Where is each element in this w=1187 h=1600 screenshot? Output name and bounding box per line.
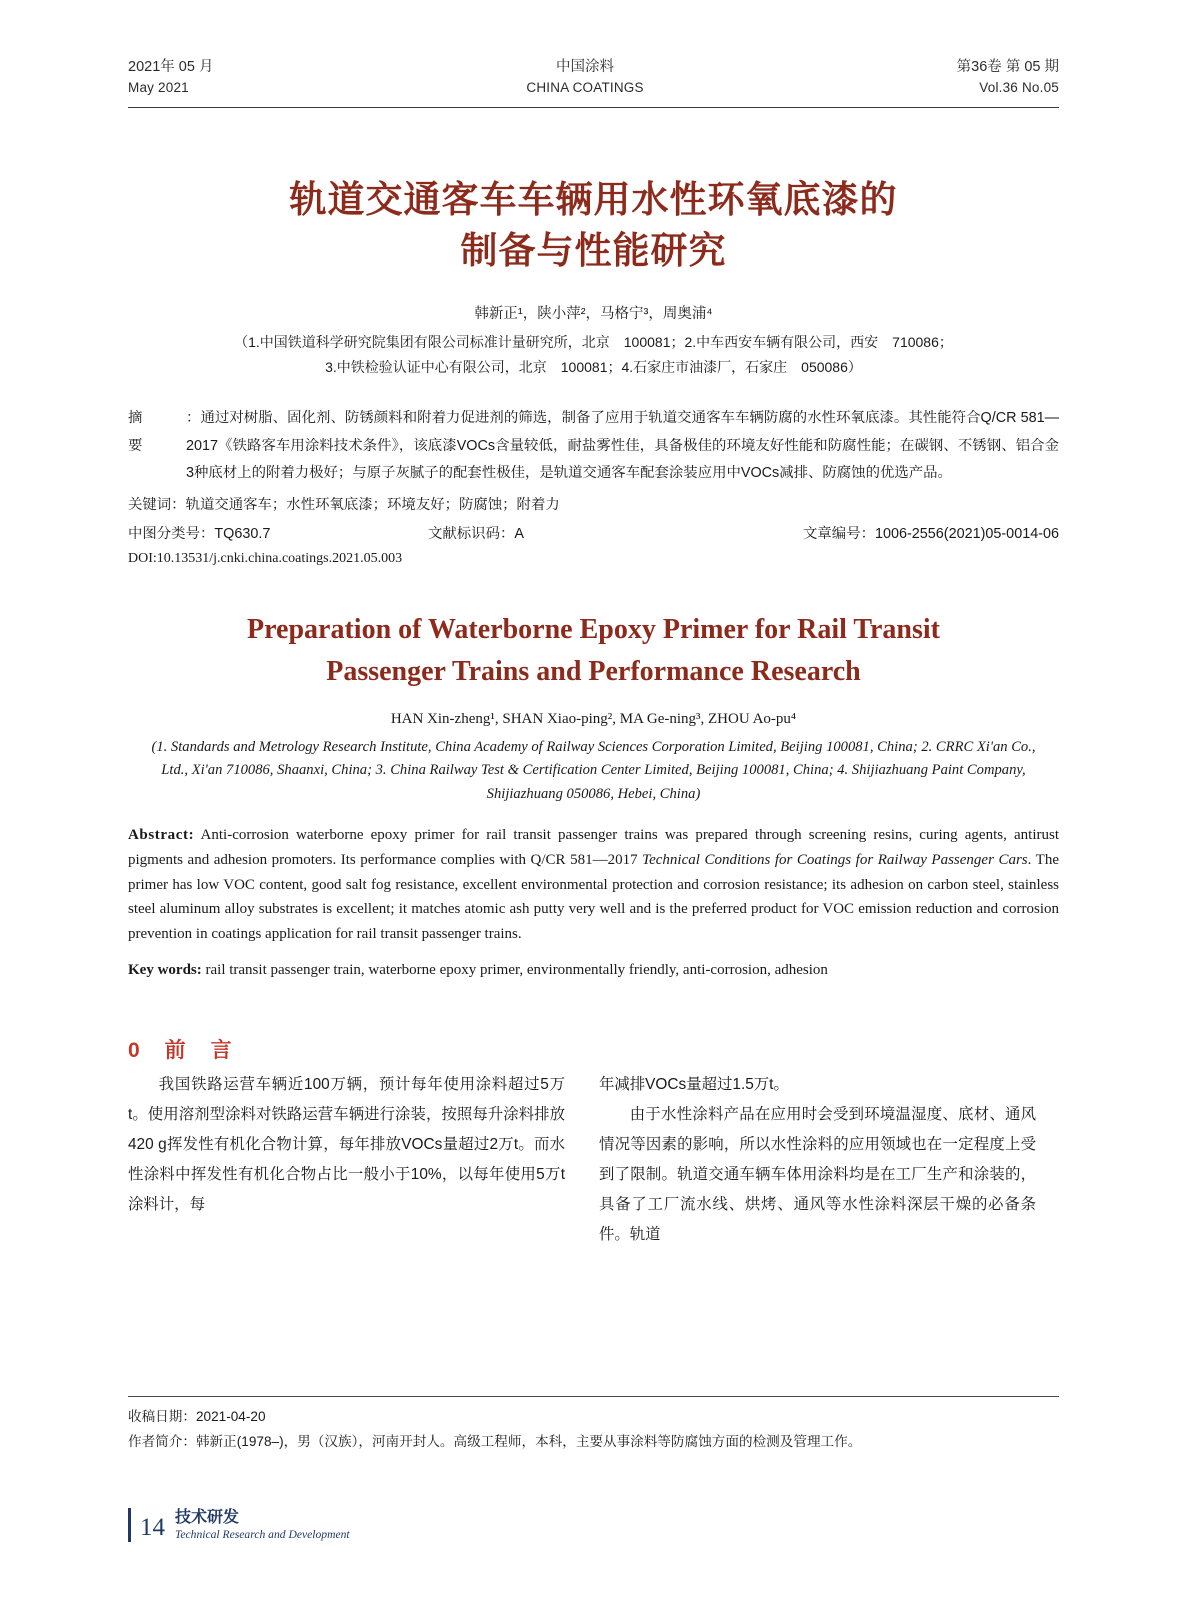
runhead-date-cn: 2021年 05 月 <box>128 59 214 75</box>
page-title-en-line1: Preparation of Waterborne Epoxy Primer for Rail Transit <box>247 613 940 645</box>
section-heading-introduction: 0 前 言 <box>128 1039 234 1063</box>
keywords-en-text: rail transit passenger train, waterborne epoxy primer, environmentally friendly, anti-corrosion, adhesion <box>201 962 828 979</box>
abstract-cn <box>128 405 1059 488</box>
document-code: 文献标识码：A <box>428 526 524 543</box>
footer-label-en: Technical Research and Development <box>175 1527 350 1541</box>
body-column-right <box>599 1070 1036 1250</box>
abstract-en-part1: Anti-corrosion waterborne epoxy primer for rail transit passenger trains was prepared through screening resins, curing agents, antirust pigments and adhesion promoters. Its performance complies with Q/CR 581—2017 <box>128 826 1059 868</box>
doi-text: DOI:10.13531/j.cnki.china.coatings.2021.05.003 <box>128 550 403 566</box>
volume-issue-cn: 第36卷 第 05 期 <box>956 59 1059 75</box>
received-date: 收稿日期：2021-04-20 <box>128 1409 266 1424</box>
volume-issue-en: Vol.36 No.05 <box>979 80 1059 96</box>
affiliations-cn <box>128 330 1059 379</box>
body-column-left <box>128 1070 565 1250</box>
classification-row <box>128 521 1059 548</box>
abstract-cn-label: 摘 要 <box>128 410 169 454</box>
header-divider <box>128 107 1059 108</box>
page-title-cn-line2: 制备与性能研究 <box>460 230 727 272</box>
affiliations-en: (1. Standards and Metrology Research Institute, China Academy of Railway Sciences Corporation Limited, Beijing 100081, China; 2. CRRC Xi'an Co., Ltd., Xi'an 710086, Shaanxi, China; 3. China Railway Test & Certification Center Limited, Beijing 100081, China; 4. Shijiazhuang Paint Company, Shijiazhuang 050086, Hebei, China) <box>151 738 1036 803</box>
running-head <box>128 0 1059 99</box>
footnote-divider <box>128 1396 1059 1397</box>
body-paragraph: 年减排VOCs量超过1.5万t。 <box>599 1076 789 1094</box>
article-number: 文章编号：1006-2556(2021)05-0014-06 <box>803 526 1059 543</box>
page-title-cn-line1: 轨道交通客车车辆用水性环氧底漆的 <box>289 179 898 221</box>
keywords-cn: 关键词：轨道交通客车；水性环氧底漆；环境友好；防腐蚀；附着力 <box>128 497 560 514</box>
authors-cn: 韩新正¹，陕小萍²，马格宁³，周奥浦⁴ <box>474 306 713 323</box>
page-title-cn <box>128 174 1059 276</box>
body-paragraph: 由于水性涂料产品在应用时会受到环境温湿度、底材、通风情况等因素的影响，所以水性涂料的应用领域也在一定程度上受到了限制。轨道交通车辆车体用涂料均是在工厂生产和涂装的，具备了工厂流水线、烘烤、通风等水性涂料深层干燥的必备条件。轨道 <box>599 1106 1036 1244</box>
runhead-right <box>957 56 1059 99</box>
footer-accent-bar <box>128 1508 131 1542</box>
abstract-en-label: Abstract: <box>128 826 195 843</box>
runhead-center <box>526 56 643 99</box>
footer-section-label <box>175 1508 350 1542</box>
abstract-en-italic-title: Technical Conditions for Coatings for Railway Passenger Cars <box>642 851 1028 868</box>
authors-en: HAN Xin-zheng¹, SHAN Xiao-ping², MA Ge-ning³, ZHOU Ao-pu⁴ <box>390 710 797 727</box>
page-title-en <box>128 609 1059 693</box>
clc-number: 中图分类号：TQ630.7 <box>128 526 271 543</box>
abstract-en <box>128 823 1059 947</box>
keywords-en <box>128 958 1059 982</box>
abstract-en-part2: . The primer has low VOC content, good salt fog resistance, excellent environmental protection and corrosion resistance; its adhesion on carbon steel, stainless steel aluminum alloy substrates is excellent; it matches atomic ash putty very well and is the preferred product for VOC emission reduction and corrosion prevention in coatings application for rail transit passenger trains. <box>128 851 1059 943</box>
journal-name-en: CHINA COATINGS <box>526 80 644 96</box>
keywords-en-label: Key words: <box>128 962 202 979</box>
author-bio: 作者简介：韩新正(1978–)，男（汉族），河南开封人。高级工程师，本科，主要从事涂料等防腐蚀方面的检测及管理工作。 <box>128 1434 862 1450</box>
body-columns <box>128 1070 1059 1250</box>
page-title-en-line2: Passenger Trains and Performance Research <box>326 655 861 687</box>
body-paragraph: 我国铁路运营车辆近100万辆，预计每年使用涂料超过5万t。使用溶剂型涂料对铁路运营车辆进行涂装，按照每升涂料排放420 g挥发性有机化合物计算，每年排放VOCs量超过2万t。而水性涂料中挥发性有机化合物占比一般小于10%，以每年使用5万t涂料计，每 <box>128 1076 565 1214</box>
affiliation-cn-line2: 3.中铁检验认证中心有限公司，北京 100081；4.石家庄市油漆厂，石家庄 050086） <box>325 358 862 375</box>
footnotes <box>128 1404 1059 1454</box>
abstract-cn-text: ：通过对树脂、固化剂、防锈颜料和附着力促进剂的筛选，制备了应用于轨道交通客车车辆防腐的水性环氧底漆。其性能符合Q/CR 581—2017《铁路客车用涂料技术条件》，该底漆VOCs含量较低，耐盐雾性佳，具备极佳的环境友好性能和防腐性能；在碳钢、不锈钢、铝合金3种底材上的附着力极好；与原子灰腻子的配套性极佳，是轨道交通客车配套涂装应用中VOCs减排、防腐蚀的优选产品。 <box>186 410 1059 482</box>
page-footer <box>128 1508 1059 1542</box>
page-number: 14 <box>140 1514 165 1541</box>
affiliation-cn-line1: （1.中国铁道科学研究院集团有限公司标准计量研究所，北京 100081；2.中车西安车辆有限公司，西安 710086； <box>234 334 953 351</box>
runhead-left <box>128 56 213 99</box>
journal-name-cn: 中国涂料 <box>556 59 615 75</box>
runhead-date-en: May 2021 <box>128 80 189 96</box>
footer-label-cn: 技术研发 <box>175 1508 240 1526</box>
